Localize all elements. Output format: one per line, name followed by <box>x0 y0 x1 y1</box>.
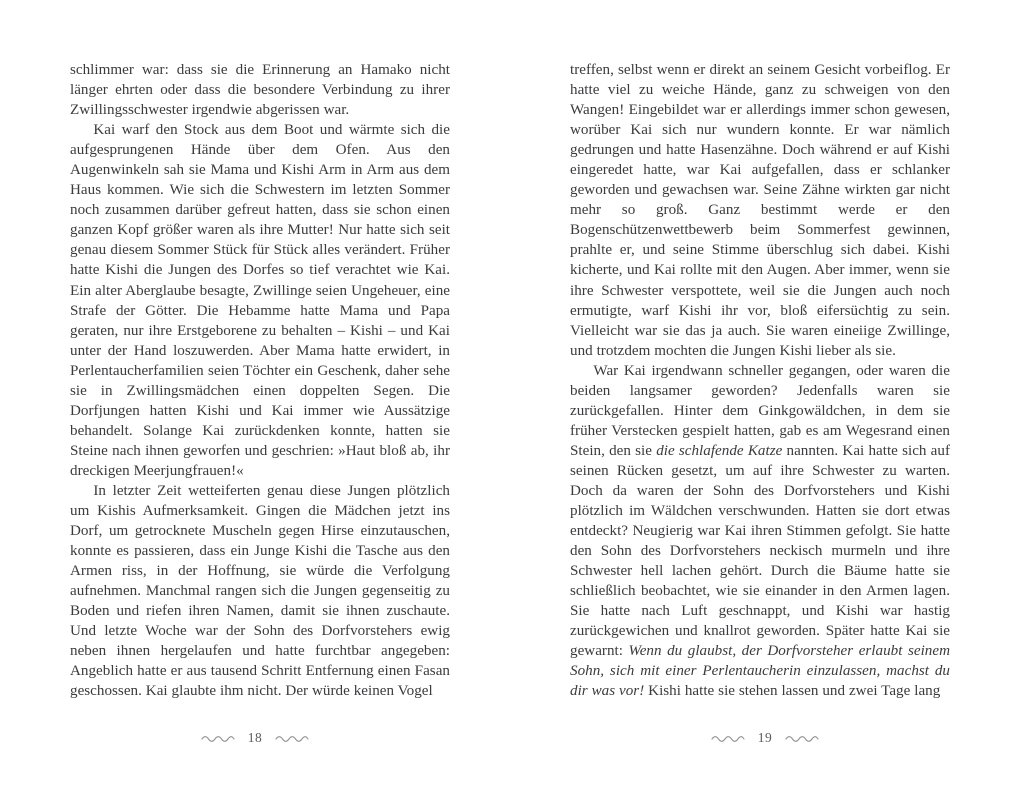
wave-ornament-icon <box>201 733 235 743</box>
paragraph: treffen, selbst wenn er direkt an seinem Gesicht vorbeiflog. Er hatte viel zu weiche Hände, ganz zu schweigen von den Wangen! Eingebildet war er allerdings immer schon gewesen, worüber Kai sich nur wundern konnte. Er war nämlich gedrungen und hatte Hasenzähne. Doch während er auf Kishi eingeredet hatte, war Kai aufgefallen, dass er schlanker geworden und gewachsen war. Seine Zähne wirkten gar nicht mehr so groß. Ganz bestimmt werde er den Bogenschützenwettbewerb beim Sommerfest gewinnen, prahlte er, und seine Stimme überschlug sich dabei. Kishi kicherte, und Kai rollte mit den Augen. Aber immer, wenn sie ihre Schwester verspottete, weil sie die Jungen auch noch ermutigte, warf Kishi ihr vor, bloß eifersüchtig zu sein. Vielleicht war sie das ja auch. Sie waren eineiige Zwillinge, und trotzdem mochten die Jungen Kishi lieber als sie. <box>570 62 950 359</box>
wave-ornament-icon <box>785 733 819 743</box>
italic-text: Wenn du glaubst, der Dorfvorsteher erlaubt seinem Sohn, sich mit einer Perlentaucherin einzulassen, machst du dir was vor! <box>570 643 951 700</box>
right-page-textblock <box>570 60 950 702</box>
page-number: 18 <box>247 730 263 745</box>
italic-text: die schlafende Katze <box>656 442 783 459</box>
page-number: 19 <box>757 730 773 745</box>
paragraph: Kai warf den Stock aus dem Boot und wärmte sich die aufgesprungenen Hände über dem Ofen. Aus den Augenwinkeln sah sie Mama und Kishi Arm in Arm aus dem Haus kommen. Wie sich die Schwestern im letzten Sommer noch zusammen darüber gefreut hatten, dass sie schon einen ganzen Kopf größer waren als ihre Mutter! Nur hatte sich seit genau diesem Sommer Stück für Stück alles verändert. Früher hatte Kishi die Jungen des Dorfes so tief verachtet wie Kai. Ein alter Aberglaube besagte, Zwillinge seien Ungeheuer, eine Strafe der Götter. Die Hebamme hatte Mama und Papa geraten, nur ihre Erstgeborene zu behalten – Kishi – und Kai unter der Hand loszuwerden. Aber Mama hatte erwidert, in Perlentaucherfamilien seien Töchter ein Geschenk, daher sehe sie in Zwillingsmädchen einen doppelten Segen. Die Dorfjungen hatten Kishi und Kai immer wie Aussätzige behandelt. Solange Kai zurückdenken konnte, hatten sie Steine nach ihnen geworfen und geschrien: »Haut bloß ab, ihr dreckigen Meerjungfrauen!« <box>70 122 450 479</box>
right-page <box>510 0 1020 794</box>
paragraph: In letzter Zeit wetteiferten genau diese Jungen plötzlich um Kishis Aufmerksamkeit. Gingen die Mädchen jetzt ins Dorf, um getrocknete Muscheln gegen Hirse einzutauschen, konnte es passieren, dass ein Junge Kishi die Tasche aus den Armen riss, in der Hoffnung, sie würde die Verfolgung aufnehmen. Manchmal rangen sich die Jungen gegenseitig zu Boden und riefen ihren Namen, damit sie ihnen zuschaute. Und letzte Woche war der Sohn des Dorfvorstehers ewig neben ihnen hergelaufen und hatte furchtbar angegeben: Angeblich hatte er aus tausend Schritt Entfernung einen Fasan geschossen. Kai glaubte ihm nicht. Der würde keinen Vogel <box>70 482 450 700</box>
wave-ornament-icon <box>711 733 745 743</box>
left-page-folio <box>0 730 510 746</box>
body-text: nannten. Kai hatte sich auf seinen Rücken gesetzt, um auf ihre Schwester zu warten. Doch da waren der Sohn des Dorfvorstehers und Kishi plötzlich im Wäldchen verschwunden. Hatten sie dort etwas entdeckt? Neugierig war Kai ihren Stimmen gefolgt. Sie hatte den Sohn des Dorfvorstehers neckisch murmeln und ihre Schwester hell lachen gehört. Durch die Bäume hatte sie schließlich beobachtet, wie sie einander in den Armen lagen. Sie hatte nach Luft geschnappt, und Kishi war hastig zurückgewichen und knallrot geworden. Später hatte Kai sie gewarnt: <box>570 442 951 660</box>
paragraph: schlimmer war: dass sie die Erinnerung an Hamako nicht länger ehrten oder dass die besondere Verbindung zu ihrer Zwillingsschwester irgendwie abgerissen war. <box>70 62 450 119</box>
body-text: Kishi hatte sie stehen lassen und zwei Tage lang <box>644 683 941 700</box>
wave-ornament-icon <box>275 733 309 743</box>
left-page-textblock <box>70 60 450 702</box>
right-page-folio <box>510 730 1020 746</box>
paragraph <box>570 361 950 702</box>
body-text: War Kai irgendwann schneller gegangen, oder waren die beiden langsamer geworden? Jedenfalls waren sie zurückgefallen. Hinter dem Ginkgowäldchen, in dem sie früher Verstecken gespielt hatten, gab es am Wegesrand einen Stein, den sie <box>570 362 950 459</box>
